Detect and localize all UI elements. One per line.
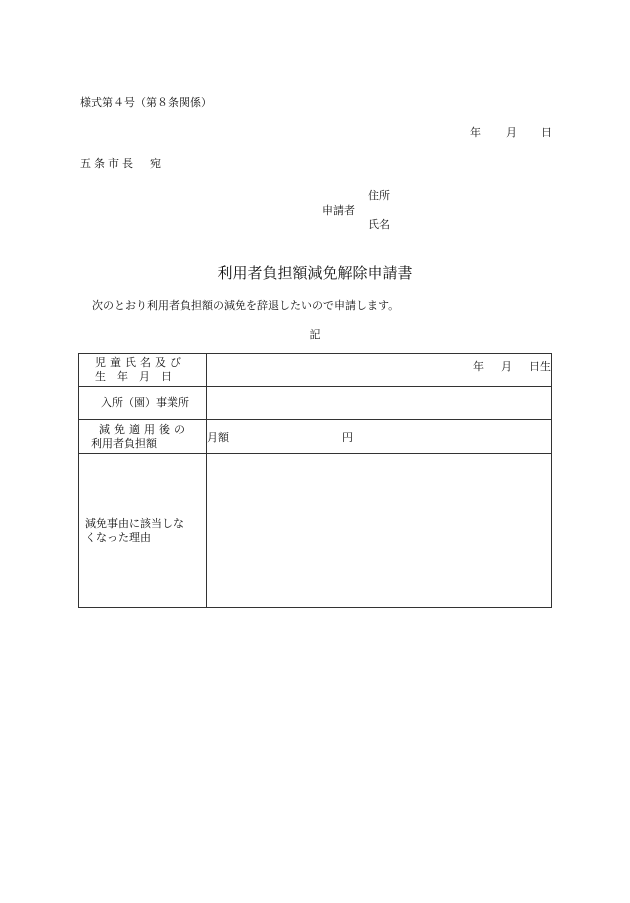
reason-input-cell[interactable]: [207, 454, 552, 608]
burden-input-cell[interactable]: [207, 420, 552, 454]
table-row-facility: [79, 387, 552, 420]
reason-label-cell: [79, 454, 207, 608]
applicant-label: 申請者: [322, 204, 355, 217]
monthly-label: 月額: [207, 430, 229, 444]
burden-label-cell: [79, 420, 207, 454]
table-row-reason: [79, 454, 552, 608]
table-row-child-name: [79, 354, 552, 387]
address-label: 住所: [368, 189, 390, 202]
body-text: 次のとおり利用者負担額の減免を辞退したいので申請します。: [92, 299, 400, 312]
ki-mark: 記: [309, 328, 321, 341]
child-name-label-line1: 児童氏名及び: [95, 356, 185, 369]
child-name-label-cell: [79, 354, 207, 387]
child-name-input-cell[interactable]: [207, 354, 552, 387]
reason-label-line2: くなった理由: [85, 530, 151, 544]
addressee: 五条市長 宛: [80, 157, 164, 170]
form-number: 様式第４号（第８条関係）: [80, 96, 212, 109]
facility-label-cell: [79, 387, 207, 420]
birth-day-label: 日生: [529, 360, 551, 373]
date-month-label: 月: [506, 126, 517, 139]
reason-label-line1: 減免事由に該当しな: [85, 516, 184, 530]
birth-year-label: 年: [473, 360, 484, 373]
date-year-label: 年: [470, 126, 481, 139]
burden-label-line2: 利用者負担額: [91, 436, 157, 450]
yen-label: 円: [342, 430, 353, 444]
burden-label-line1: 減免適用後の: [99, 422, 189, 436]
document-title: 利用者負担額減免解除申請書: [217, 264, 413, 282]
child-name-label-line2: 生 年 月 日: [95, 370, 172, 383]
facility-input-cell[interactable]: [207, 387, 552, 420]
table-row-burden: [79, 420, 552, 454]
date-day-label: 日: [541, 126, 552, 139]
name-label: 氏名: [368, 218, 390, 231]
facility-label: 入所（園）事業所: [101, 396, 189, 409]
birth-month-label: 月: [501, 360, 512, 373]
application-table: [78, 353, 552, 608]
